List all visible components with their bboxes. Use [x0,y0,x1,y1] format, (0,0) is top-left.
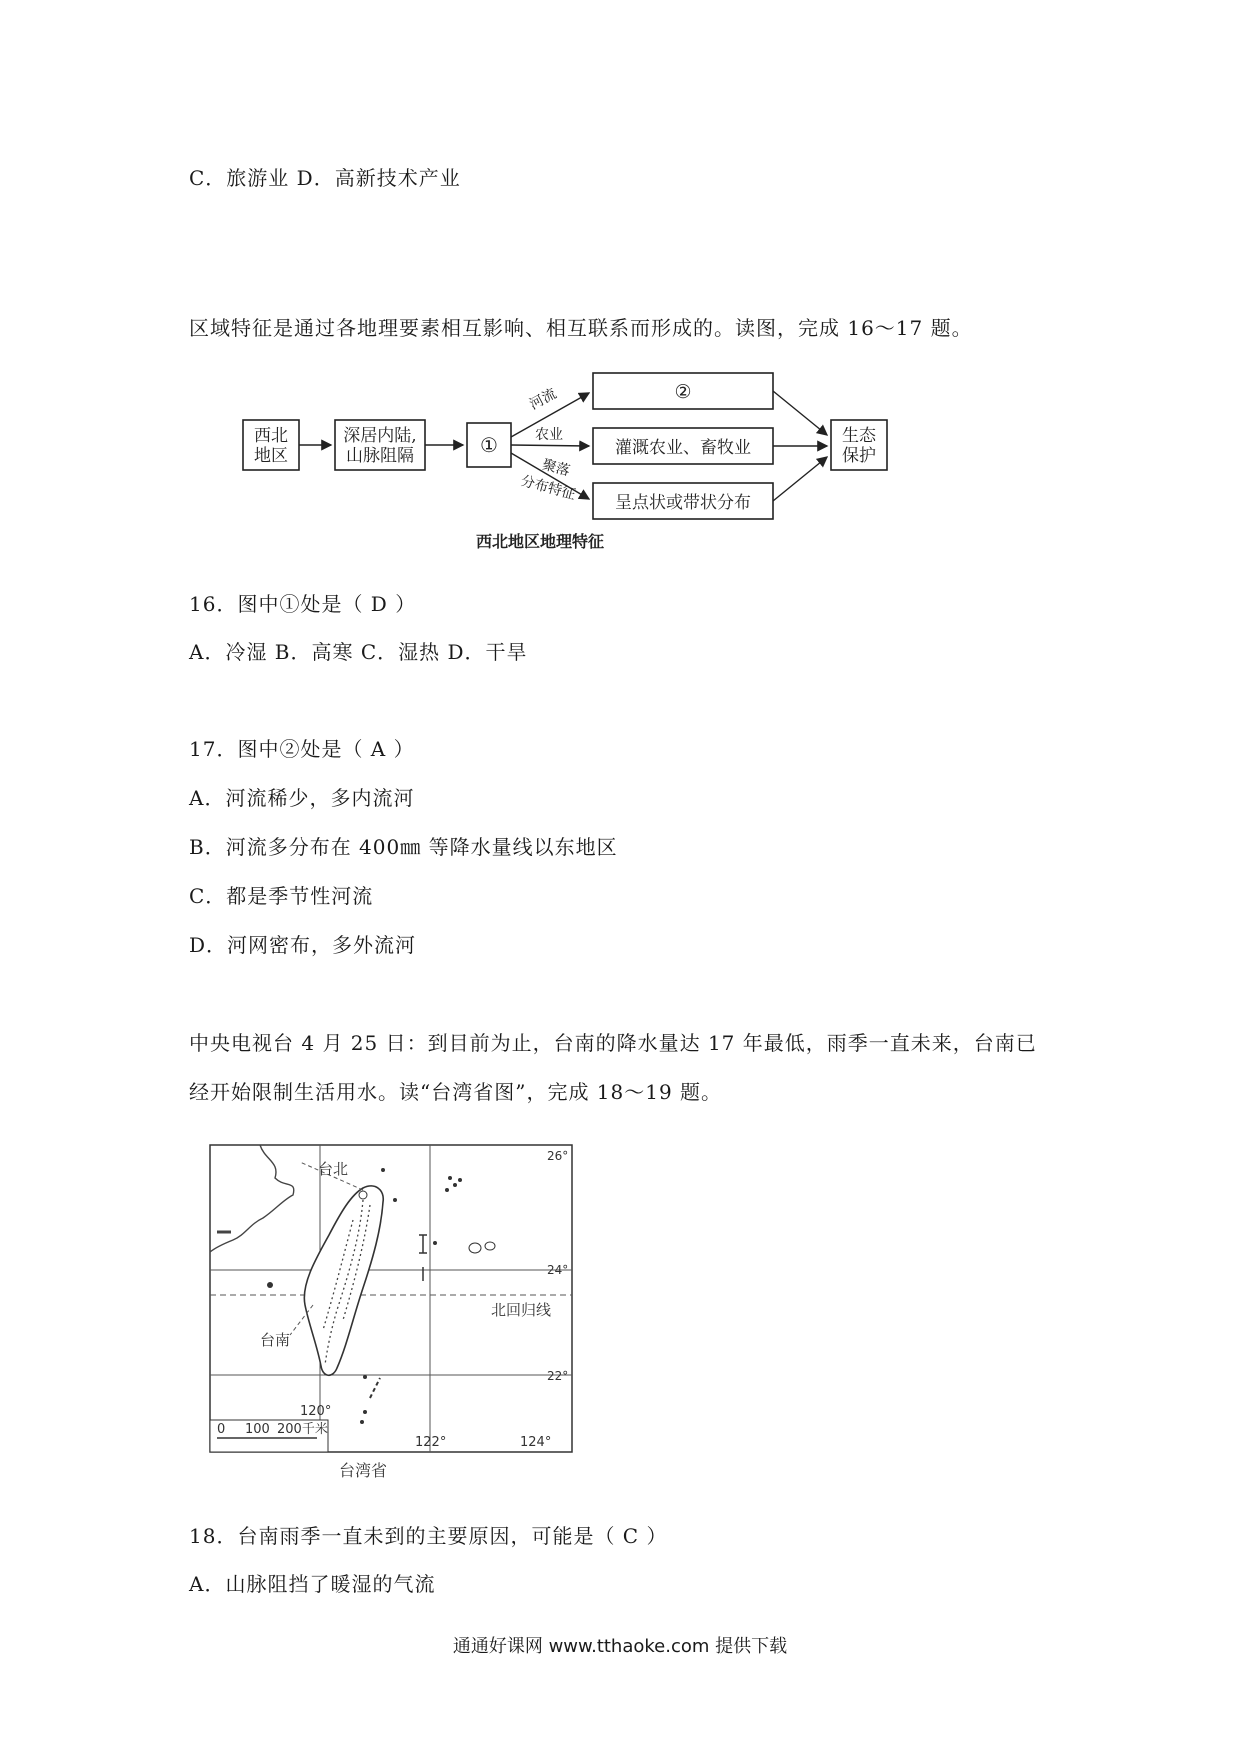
q17-option-d: D．河网密布，多外流河 [189,933,417,957]
map-caption: 台湾省 [338,1461,388,1480]
scale-0: 0 [217,1422,226,1437]
q17-option-a: A．河流稀少，多内流河 [189,786,415,810]
label-taipei: 台北 [318,1160,349,1178]
q16-options: A．冷湿 B．高寒 C．湿热 D．干旱 [189,640,528,664]
q15-options: C．旅游业 D．高新技术产业 [189,166,461,190]
cause-line1: 深居内陆, [343,426,417,446]
lat-24: 24° [547,1263,569,1277]
circle-two: ② [674,381,692,403]
settle-text: 呈点状或带状分布 [615,493,751,513]
circle-one: ① [480,433,498,457]
label-agri: 农业 [535,427,563,443]
q17-option-b: B．河流多分布在 400㎜ 等降水量线以东地区 [189,835,618,859]
taiwan-map [205,1140,585,1485]
scale-100: 100 [245,1422,270,1437]
scale-200: 200千米 [277,1422,328,1437]
lat-22: 22° [547,1369,569,1383]
cause-line2: 山脉阻隔 [346,446,414,466]
label-tainan: 台南 [260,1331,291,1349]
label-tropic: 北回归线 [491,1301,552,1319]
northwest-flow-diagram [235,355,915,560]
region-line1: 西北 [254,426,288,446]
label-settle-1: 聚落 [540,456,572,480]
footer: 通通好课网 www.tthaoke.com 提供下载 [452,1636,788,1657]
q16-stem: 16．图中①处是（ D ） [189,592,417,616]
intro-16-17: 区域特征是通过各地理要素相互影响、相互联系而形成的。读图，完成 16～17 题。 [189,316,973,340]
intro-18-19-line2: 经开始限制生活用水。读“台湾省图”，完成 18～19 题。 [189,1080,723,1104]
lon-120: 120° [300,1404,332,1419]
q17-option-c: C．都是季节性河流 [189,884,374,908]
map-frame [210,1145,572,1452]
lon-124: 124° [520,1435,552,1450]
eco-line2: 保护 [842,446,876,466]
q17-stem: 17．图中②处是（ A ） [189,737,415,761]
lat-26: 26° [547,1149,569,1163]
agri-text: 灌溉农业、畜牧业 [615,438,751,458]
q18-stem: 18．台南雨季一直未到的主要原因，可能是（ C ） [189,1524,668,1548]
region-line2: 地区 [254,446,288,466]
q18-option-a: A．山脉阻挡了暖湿的气流 [189,1572,436,1596]
intro-18-19-line1: 中央电视台 4 月 25 日：到目前为止，台南的降水量达 17 年最低，雨季一直未来，台南已 [189,1031,1037,1055]
diagram-caption: 西北地区地理特征 [475,532,605,551]
label-river: 河流 [527,385,560,414]
label-settle-2: 分布特征 [518,473,578,504]
eco-line1: 生态 [842,426,876,446]
lon-122: 122° [415,1435,447,1450]
